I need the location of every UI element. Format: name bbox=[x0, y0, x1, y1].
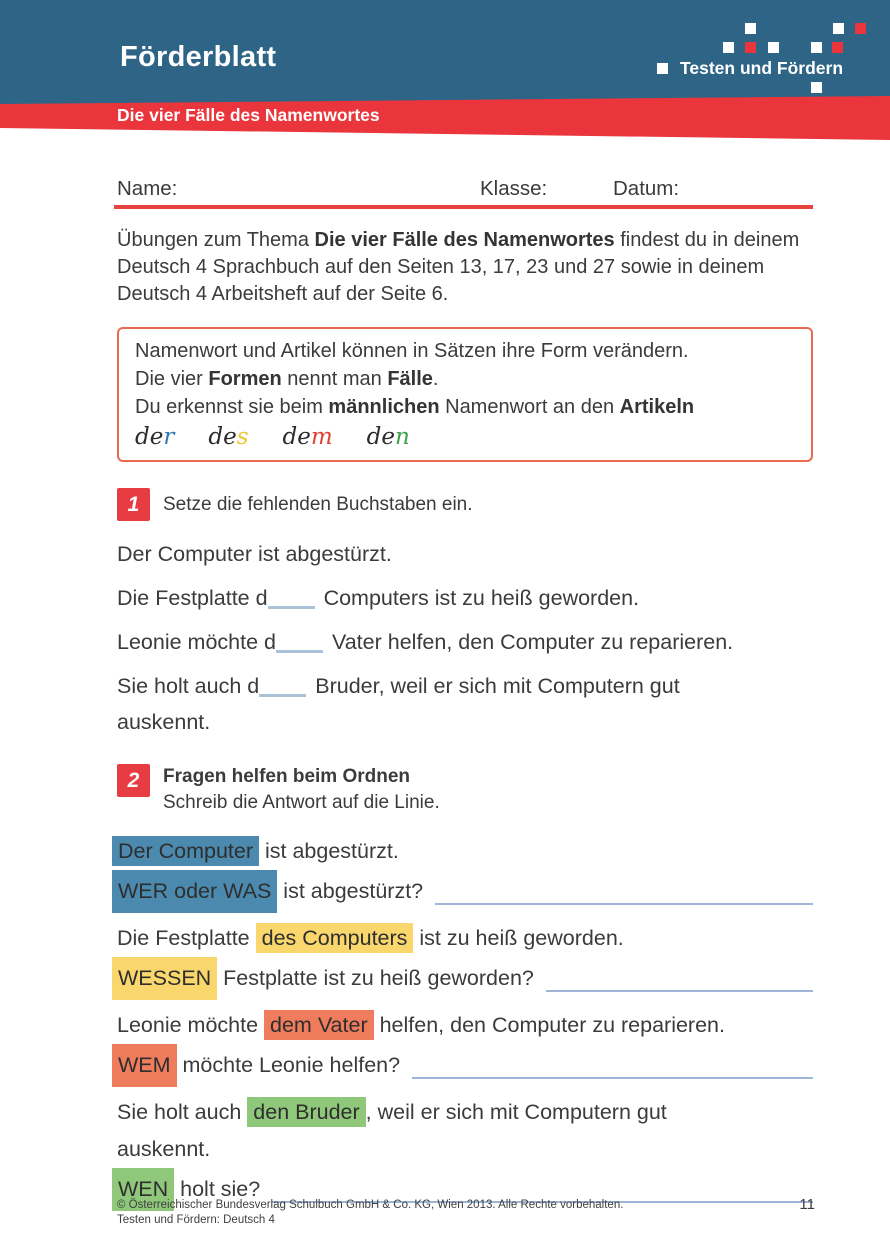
sentence-text: Sie holt auch bbox=[117, 1100, 248, 1124]
series-line: Testen und Fördern: Deutsch 4 bbox=[117, 1214, 275, 1226]
article-ending: s bbox=[236, 424, 249, 450]
sentence-text: Sie holt auch d bbox=[117, 674, 260, 698]
intro-topic-bold: Die vier Fälle des Namenwortes bbox=[314, 229, 615, 251]
sentence bbox=[117, 580, 813, 616]
logo-square-white bbox=[768, 42, 779, 53]
answer-line[interactable] bbox=[546, 990, 813, 992]
article-dem bbox=[283, 422, 333, 452]
logo-square-white bbox=[745, 23, 756, 34]
sentence-text: Die Festplatte d bbox=[117, 586, 268, 610]
copyright-line: © Österreichischer Bundesverlag Schulbuch GmbH & Co. KG, Wien 2013. Alle Rechte vorbehalten. bbox=[117, 1199, 624, 1211]
logo-square-white bbox=[723, 42, 734, 53]
answer-line[interactable] bbox=[435, 903, 813, 905]
qa-pair bbox=[117, 1007, 813, 1087]
question-text: möchte Leonie helfen? bbox=[176, 1053, 401, 1077]
article-stem: de bbox=[135, 424, 164, 450]
logo-square-white bbox=[657, 63, 668, 74]
article-den bbox=[367, 422, 410, 452]
intro-text: findest du in deinem Deutsch 4 Sprachbuch auf den Seiten 13, 17, 23 und 27 sowie in deinem Deutsch 4 Arbeitsheft auf der Seite 6. bbox=[117, 229, 800, 305]
statement-sentence bbox=[117, 1094, 757, 1168]
rule-bold: Fälle bbox=[387, 368, 433, 390]
rule-text: . bbox=[432, 368, 439, 390]
question-word-highlight: WEN bbox=[112, 1168, 174, 1211]
exercise-2-question-pairs bbox=[117, 833, 813, 1211]
exercise-1-instruction: Setze die fehlenden Buchstaben ein. bbox=[163, 493, 473, 515]
rule-info-box bbox=[117, 327, 813, 462]
sentence-text: Leonie möchte d bbox=[117, 630, 276, 654]
highlighted-phrase: dem Vater bbox=[264, 1010, 374, 1040]
qa-pair bbox=[117, 920, 813, 1000]
answer-line[interactable] bbox=[412, 1077, 813, 1079]
exercise-2-title: Fragen helfen beim Ordnen bbox=[163, 766, 411, 787]
article-examples bbox=[135, 422, 795, 452]
rule-bold: männlichen bbox=[328, 396, 440, 418]
question-row bbox=[117, 1044, 813, 1087]
sentence-text: Vater helfen, den Computer zu reparieren. bbox=[331, 630, 734, 654]
rule-line-3 bbox=[135, 393, 795, 421]
logo-square-red bbox=[832, 42, 843, 53]
qa-pair bbox=[117, 833, 813, 913]
worksheet-body bbox=[0, 175, 890, 1211]
logo-square-red bbox=[745, 42, 756, 53]
exercise-2-instruction: Schreib die Antwort auf die Linie. bbox=[163, 792, 440, 813]
exercise-1-header bbox=[117, 488, 813, 521]
article-der bbox=[135, 422, 174, 452]
question-word-highlight: WER oder WAS bbox=[112, 870, 277, 913]
highlighted-phrase: Der Computer bbox=[112, 836, 259, 866]
datum-label: Datum: bbox=[613, 177, 680, 200]
question-text: ist abgestürzt? bbox=[277, 879, 424, 903]
page-title: Förderblatt bbox=[120, 41, 277, 73]
question-text: Festplatte ist zu heiß geworden? bbox=[217, 966, 534, 990]
fill-in-blank[interactable] bbox=[276, 650, 323, 653]
question-word-highlight: WESSEN bbox=[112, 957, 217, 1000]
rule-line-2 bbox=[135, 365, 795, 393]
article-stem: de bbox=[208, 424, 237, 450]
sentence-text: ist abgestürzt. bbox=[259, 839, 399, 863]
question-word-highlight: WEM bbox=[112, 1044, 177, 1087]
question-row bbox=[117, 870, 813, 913]
brand-logo-text: Testen und Fördern bbox=[680, 58, 844, 78]
statement-sentence bbox=[117, 920, 813, 957]
highlighted-phrase: den Bruder bbox=[247, 1097, 365, 1127]
sentence-text: , weil er sich mit Computern gut auskennt. bbox=[117, 1100, 667, 1161]
question-row bbox=[117, 957, 813, 1000]
topic-banner: Die vier Fälle des Namenwortes bbox=[117, 105, 380, 125]
klasse-label: Klasse: bbox=[480, 177, 548, 200]
qa-pair bbox=[117, 1094, 813, 1211]
sentence-text: helfen, den Computer zu reparieren. bbox=[373, 1013, 725, 1037]
exercise-2-header bbox=[117, 764, 813, 816]
article-stem: de bbox=[282, 424, 311, 450]
exercise-1-sentences bbox=[117, 536, 813, 740]
rule-text: Du erkennst sie beim bbox=[135, 396, 329, 418]
sentence-text: Die Festplatte bbox=[117, 926, 256, 950]
article-ending: m bbox=[310, 424, 333, 450]
sentence bbox=[117, 624, 813, 660]
fill-in-blank[interactable] bbox=[259, 694, 306, 697]
sentence: Der Computer ist abgestürzt. bbox=[117, 542, 392, 566]
sentence-text: Leonie möchte bbox=[117, 1013, 265, 1037]
name-field-row bbox=[114, 175, 813, 209]
statement-sentence bbox=[117, 833, 813, 870]
sentence-text: Bruder, weil er sich mit Computern gut auskennt. bbox=[117, 674, 680, 734]
name-label: Name: bbox=[117, 177, 178, 200]
sentence bbox=[117, 668, 757, 740]
rule-text: Namenwort an den bbox=[439, 396, 620, 418]
exercise-2-number-badge: 2 bbox=[117, 764, 150, 797]
sentence-text: ist zu heiß geworden. bbox=[413, 926, 624, 950]
sentence-text: Computers ist zu heiß geworden. bbox=[323, 586, 640, 610]
logo-square-white bbox=[811, 42, 822, 53]
intro-paragraph bbox=[117, 227, 813, 308]
logo-square-white bbox=[811, 82, 822, 93]
rule-bold: Artikeln bbox=[619, 396, 695, 418]
article-stem: de bbox=[366, 424, 395, 450]
intro-text: Übungen zum Thema bbox=[117, 229, 315, 251]
article-ending: n bbox=[395, 424, 410, 450]
page-number: 11 bbox=[799, 1196, 815, 1213]
article-des bbox=[208, 422, 248, 452]
rule-line-1: Namenwort und Artikel können in Sätzen ihre Form verändern. bbox=[135, 340, 689, 362]
fill-in-blank[interactable] bbox=[268, 606, 315, 609]
page-footer bbox=[117, 1198, 623, 1228]
logo-square-white bbox=[833, 23, 844, 34]
exercise-2-header-text bbox=[163, 764, 440, 816]
highlighted-phrase: des Computers bbox=[256, 923, 414, 953]
rule-bold: Formen bbox=[208, 368, 282, 390]
logo-square-red bbox=[855, 23, 866, 34]
article-ending: r bbox=[163, 424, 175, 450]
rule-text: nennt man bbox=[281, 368, 388, 390]
page-header bbox=[0, 0, 890, 141]
statement-sentence bbox=[117, 1007, 813, 1044]
rule-text: Die vier bbox=[135, 368, 209, 390]
question-text: holt sie? bbox=[174, 1177, 261, 1201]
exercise-1-number-badge: 1 bbox=[117, 488, 150, 521]
